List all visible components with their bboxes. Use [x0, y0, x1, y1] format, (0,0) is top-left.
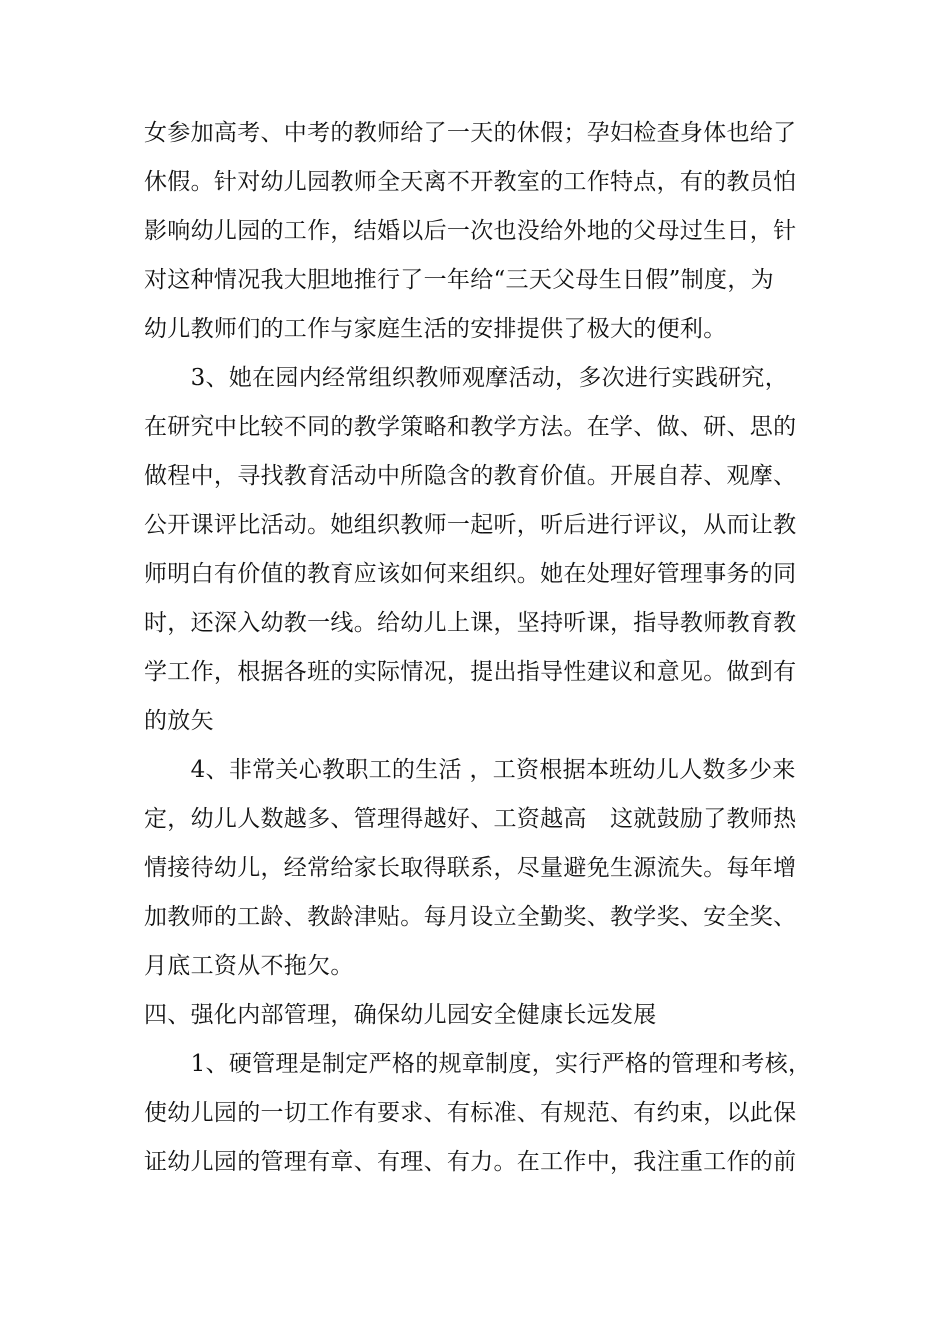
text-line: 使幼儿园的一切工作有要求、有标准、有规范、有约束，以此保	[144, 1100, 797, 1126]
text-line: 幼儿教师们的工作与家庭生活的安排提供了极大的便利。	[144, 316, 727, 342]
text-line: 证幼儿园的管理有章、有理、有力。在工作中，我注重工作的前	[144, 1149, 797, 1175]
text-line: 时，还深入幼教一线。给幼儿上课，坚持听课，指导教师教育教	[144, 610, 797, 636]
text-line: 定，幼儿人数越多、管理得越好、工资越高 这就鼓励了教师热	[144, 806, 797, 832]
text-line: 1、硬管理是制定严格的规章制度，实行严格的管理和考核，	[144, 1051, 812, 1077]
text-line: 对这种情况我大胆地推行了一年给“三天父母生日假”制度，为	[144, 267, 774, 293]
text-line: 4、非常关心教职工的生活 ，工资根据本班幼儿人数多少来	[144, 757, 796, 783]
text-line: 在研究中比较不同的教学策略和教学方法。在学、做、研、思的	[144, 414, 797, 440]
text-line: 做程中，寻找教育活动中所隐含的教育价值。开展自荐、观摩、	[144, 463, 797, 489]
text-line: 月底工资从不拖欠。	[144, 953, 354, 979]
section-heading: 四、强化内部管理，确保幼儿园安全健康长远发展	[144, 1002, 657, 1028]
text-line: 3、她在园内经常组织教师观摩活动，多次进行实践研究，	[144, 365, 789, 391]
text-line: 女参加高考、中考的教师给了一天的休假；孕妇检查身体也给了	[144, 120, 797, 146]
text-line: 休假。针对幼儿园教师全天离不开教室的工作特点，有的教员怕	[144, 169, 797, 195]
text-line: 公开课评比活动。她组织教师一起听，听后进行评议，从而让教	[144, 512, 797, 538]
text-line: 的放矢	[144, 708, 214, 734]
text-line: 加教师的工龄、教龄津贴。每月设立全勤奖、教学奖、安全奖、	[144, 904, 797, 930]
text-line: 情接待幼儿，经常给家长取得联系，尽量避免生源流失。每年增	[144, 855, 797, 881]
text-line: 师明白有价值的教育应该如何来组织。她在处理好管理事务的同	[144, 561, 797, 587]
text-line: 影响幼儿园的工作，结婚以后一次也没给外地的父母过生日，针	[144, 218, 797, 244]
text-line: 学工作，根据各班的实际情况，提出指导性建议和意见。做到有	[144, 659, 797, 685]
document-body	[144, 109, 812, 1187]
